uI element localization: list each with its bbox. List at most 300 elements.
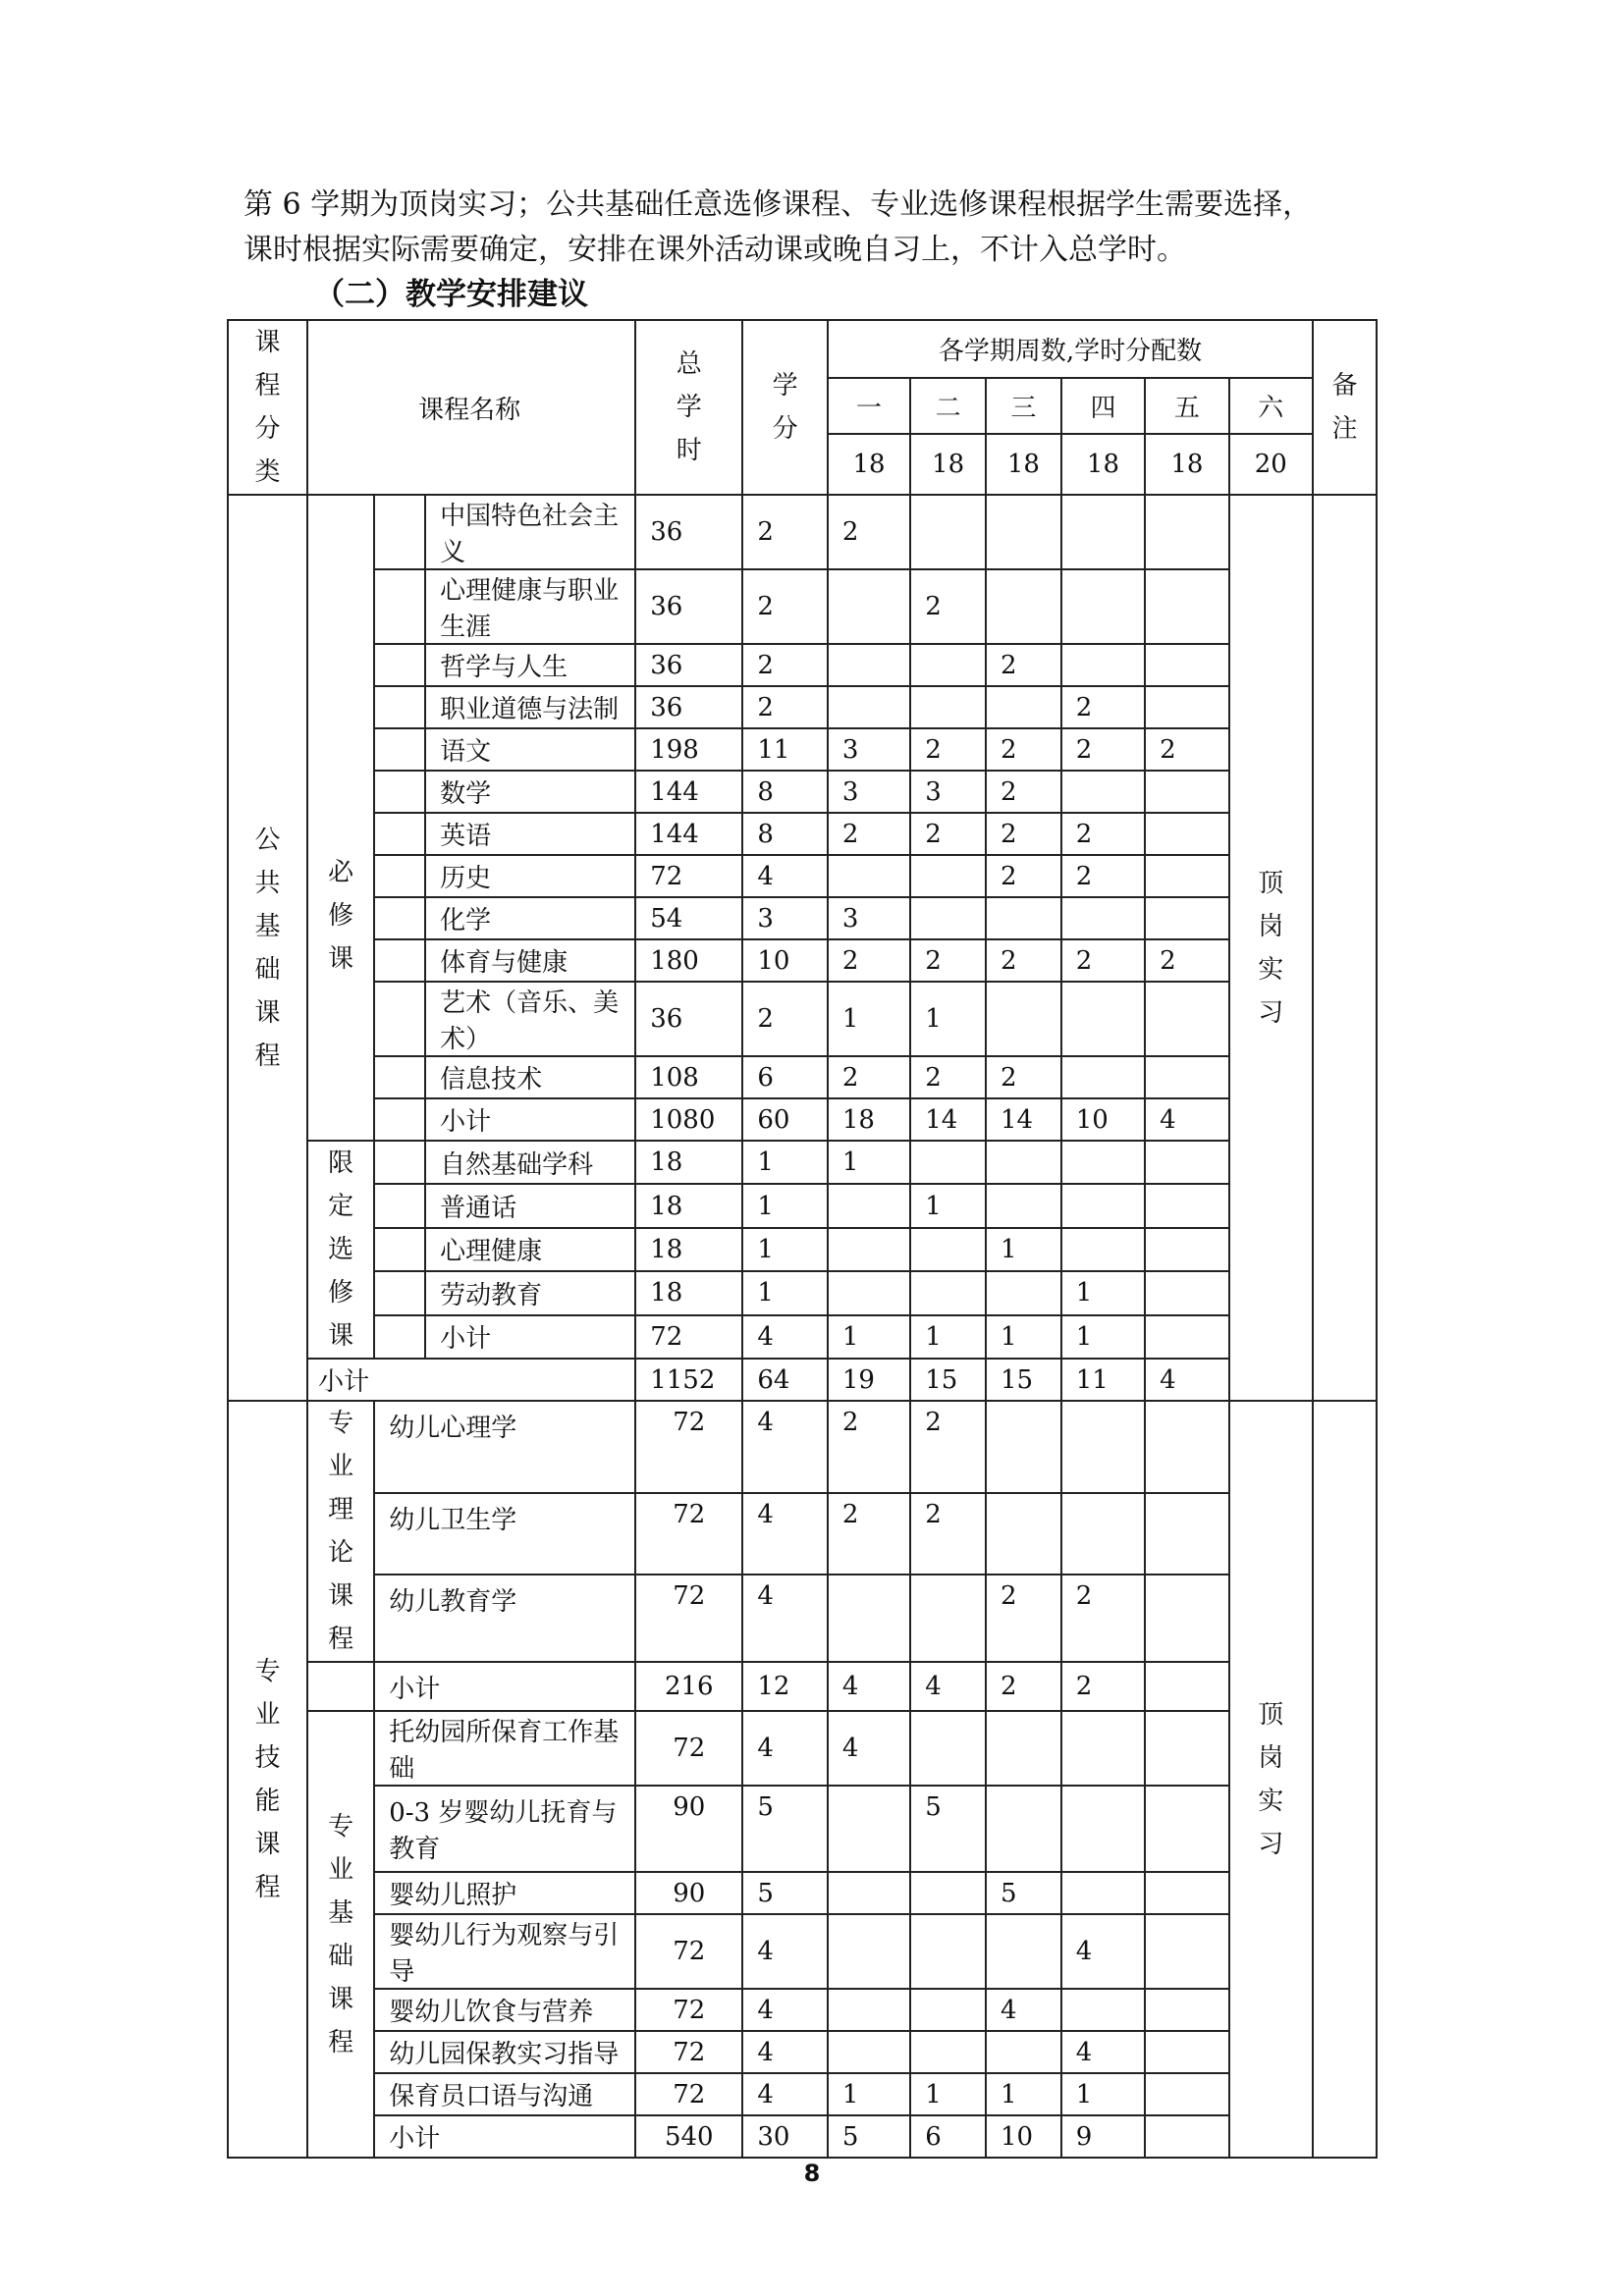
course-name: 小计	[374, 2115, 635, 2158]
subcategory-basic	[307, 1711, 374, 2158]
header-weeks-6: 20	[1229, 434, 1313, 495]
semester-4-hours: 1	[1061, 1271, 1145, 1314]
total-hours: 72	[635, 1401, 742, 1493]
semester-1-hours: 18	[828, 1098, 910, 1141]
total-hours: 216	[635, 1662, 742, 1711]
table-row	[228, 1662, 1377, 1711]
table-row	[228, 897, 1377, 939]
credits: 5	[742, 1786, 828, 1872]
credits: 4	[742, 2031, 828, 2073]
header-weeks-3: 18	[986, 434, 1061, 495]
semester-5-hours	[1145, 1184, 1228, 1227]
category-professional	[228, 1401, 307, 2158]
semester-1-hours: 19	[828, 1359, 910, 1401]
semester-3-hours	[986, 569, 1061, 644]
total-hours: 54	[635, 897, 742, 939]
total-hours: 90	[635, 1786, 742, 1872]
semester-5-hours: 4	[1145, 1098, 1228, 1141]
semester-2-hours	[910, 1228, 986, 1271]
semester-4-hours: 2	[1061, 728, 1145, 771]
course-name: 自然基础学科	[425, 1141, 635, 1184]
total-hours: 1080	[635, 1098, 742, 1141]
total-hours: 36	[635, 644, 742, 686]
header-semester-5: 五	[1145, 378, 1228, 435]
semester-3-hours	[986, 1271, 1061, 1314]
semester-2-hours	[910, 1711, 986, 1786]
table-row	[228, 644, 1377, 686]
semester-3-hours	[986, 982, 1061, 1056]
semester-1-hours	[828, 686, 910, 728]
section-title: （二）教学安排建议	[314, 277, 588, 312]
semester-3-hours	[986, 1914, 1061, 1989]
total-hours: 144	[635, 813, 742, 855]
semester-1-hours: 1	[828, 2073, 910, 2115]
semester-3-hours: 1	[986, 1315, 1061, 1359]
table-row	[228, 1872, 1377, 1914]
subcategory-basic-text: 专业基础课程	[328, 1811, 354, 2057]
semester-4-hours: 2	[1061, 1662, 1145, 1711]
semester-4-hours: 1	[1061, 1315, 1145, 1359]
semester-5-hours: 2	[1145, 939, 1228, 982]
table-row	[228, 686, 1377, 728]
credits: 1	[742, 1141, 828, 1184]
semester-3-hours: 2	[986, 939, 1061, 982]
semester-5-hours	[1145, 1662, 1228, 1711]
semester-4-hours: 11	[1061, 1359, 1145, 1401]
course-name: 托幼园所保育工作基础	[374, 1711, 635, 1786]
intro-line-1: 第 6 学期为顶岗实习；公共基础任意选修课程、专业选修课程根据学生需要选择，	[244, 187, 1313, 222]
table-row	[228, 2115, 1377, 2158]
semester-3-hours	[986, 495, 1061, 569]
course-name: 体育与健康	[425, 939, 635, 982]
course-name: 历史	[425, 855, 635, 897]
credits: 4	[742, 1989, 828, 2031]
semester-4-hours	[1061, 771, 1145, 813]
semester-2-hours	[910, 1271, 986, 1314]
table-row	[228, 728, 1377, 771]
semester-5-hours	[1145, 495, 1228, 569]
header-remark	[1313, 320, 1377, 495]
blank-cell	[374, 686, 425, 728]
semester-4-hours: 4	[1061, 1914, 1145, 1989]
semester-2-hours: 2	[910, 1056, 986, 1098]
credits: 1	[742, 1271, 828, 1314]
semester-2-hours: 14	[910, 1098, 986, 1141]
credits: 2	[742, 686, 828, 728]
semester-4-hours: 10	[1061, 1098, 1145, 1141]
semester-6-note-professional	[1229, 1401, 1313, 2158]
table-row	[228, 1989, 1377, 2031]
total-hours: 72	[635, 1315, 742, 1359]
credits: 30	[742, 2115, 828, 2158]
semester-3-hours: 2	[986, 813, 1061, 855]
semester-1-hours	[828, 1228, 910, 1271]
semester-1-hours: 5	[828, 2115, 910, 2158]
blank-cell	[374, 1184, 425, 1227]
semester-3-hours: 5	[986, 1872, 1061, 1914]
course-name: 语文	[425, 728, 635, 771]
semester-3-hours: 1	[986, 1228, 1061, 1271]
credits: 4	[742, 2073, 828, 2115]
semester-4-hours	[1061, 644, 1145, 686]
semester-4-hours: 9	[1061, 2115, 1145, 2158]
semester-2-hours: 2	[910, 1493, 986, 1575]
semester-4-hours	[1061, 1989, 1145, 2031]
semester-3-hours	[986, 1401, 1061, 1493]
semester-2-hours: 5	[910, 1786, 986, 1872]
semester-1-hours: 2	[828, 495, 910, 569]
credits: 2	[742, 644, 828, 686]
blank-cell	[374, 1228, 425, 1271]
total-hours: 36	[635, 982, 742, 1056]
blank-cell	[374, 855, 425, 897]
semester-5-hours	[1145, 1711, 1228, 1786]
header-total-hours-text: 总学时	[676, 349, 702, 465]
semester-1-hours: 3	[828, 897, 910, 939]
credits: 64	[742, 1359, 828, 1401]
semester-1-hours	[828, 569, 910, 644]
header-weeks-1: 18	[828, 434, 910, 495]
table-row	[228, 1315, 1377, 1359]
credits: 4	[742, 1315, 828, 1359]
semester-3-hours	[986, 1493, 1061, 1575]
semester-2-hours	[910, 644, 986, 686]
credits: 2	[742, 495, 828, 569]
credits: 4	[742, 1575, 828, 1662]
semester-1-hours: 1	[828, 1315, 910, 1359]
semester-4-hours: 2	[1061, 855, 1145, 897]
semester-1-hours: 4	[828, 1711, 910, 1786]
semester-2-hours: 15	[910, 1359, 986, 1401]
semester-3-hours: 10	[986, 2115, 1061, 2158]
semester-2-hours: 1	[910, 982, 986, 1056]
total-hours: 36	[635, 686, 742, 728]
table-row	[228, 495, 1377, 569]
credits: 4	[742, 1711, 828, 1786]
intro-paragraph	[244, 183, 1392, 273]
course-name: 小计	[307, 1359, 635, 1401]
blank-cell	[374, 495, 425, 569]
semester-4-hours: 4	[1061, 2031, 1145, 2073]
header-course-name: 课程名称	[307, 320, 635, 495]
credits: 5	[742, 1872, 828, 1914]
semester-2-hours	[910, 1575, 986, 1662]
semester-2-hours: 1	[910, 2073, 986, 2115]
blank-cell	[374, 897, 425, 939]
total-hours: 72	[635, 1989, 742, 2031]
semester-1-hours: 2	[828, 1056, 910, 1098]
semester-5-hours	[1145, 771, 1228, 813]
total-hours: 72	[635, 2073, 742, 2115]
total-hours: 72	[635, 1493, 742, 1575]
header-remark-text: 备注	[1331, 371, 1358, 444]
table-row	[228, 1401, 1377, 1493]
blank-cell	[307, 1662, 374, 1711]
table-row	[228, 2031, 1377, 2073]
table-row	[228, 982, 1377, 1056]
semester-3-hours: 2	[986, 728, 1061, 771]
semester-3-hours: 2	[986, 1662, 1061, 1711]
semester-5-hours	[1145, 569, 1228, 644]
semester-2-hours: 2	[910, 1401, 986, 1493]
semester-5-hours	[1145, 1271, 1228, 1314]
course-name: 保育员口语与沟通	[374, 2073, 635, 2115]
credits: 4	[742, 1493, 828, 1575]
semester-3-hours: 15	[986, 1359, 1061, 1401]
total-hours: 108	[635, 1056, 742, 1098]
semester-2-hours: 1	[910, 1315, 986, 1359]
semester-1-hours	[828, 1914, 910, 1989]
course-name: 幼儿心理学	[374, 1401, 635, 1493]
blank-cell	[374, 1098, 425, 1141]
semester-1-hours	[828, 644, 910, 686]
semester-1-hours	[828, 1271, 910, 1314]
table-row	[228, 1493, 1377, 1575]
semester-5-hours	[1145, 686, 1228, 728]
category-public	[228, 495, 307, 1401]
intro-line-2: 课时根据实际需要确定，安排在课外活动课或晚自习上，不计入总学时。	[244, 233, 1186, 267]
credits: 4	[742, 855, 828, 897]
total-hours: 1152	[635, 1359, 742, 1401]
teaching-plan-table	[227, 319, 1378, 2159]
subcategory-theory	[307, 1401, 374, 1662]
course-name: 英语	[425, 813, 635, 855]
semester-4-hours	[1061, 982, 1145, 1056]
table-row	[228, 1711, 1377, 1786]
table-row	[228, 1359, 1377, 1401]
semester-5-hours	[1145, 1228, 1228, 1271]
table-row	[228, 1575, 1377, 1662]
table-row	[228, 1228, 1377, 1271]
header-semester-1: 一	[828, 378, 910, 435]
table-row	[228, 813, 1377, 855]
category-public-text: 公共基础课程	[254, 825, 281, 1071]
total-hours: 144	[635, 771, 742, 813]
semester-1-hours	[828, 1872, 910, 1914]
semester-4-hours: 1	[1061, 2073, 1145, 2115]
semester-1-hours	[828, 1575, 910, 1662]
semester-5-hours	[1145, 1786, 1228, 1872]
semester-3-hours	[986, 1184, 1061, 1227]
blank-cell	[374, 1315, 425, 1359]
semester-2-hours: 6	[910, 2115, 986, 2158]
semester-3-hours	[986, 1711, 1061, 1786]
subcategory-elective	[307, 1141, 374, 1359]
semester-5-hours	[1145, 1575, 1228, 1662]
semester-2-hours: 2	[910, 728, 986, 771]
semester-6-note-public-text: 顶岗实习	[1258, 868, 1284, 1028]
semester-4-hours	[1061, 897, 1145, 939]
remark-professional	[1313, 1401, 1377, 2158]
header-semester-3: 三	[986, 378, 1061, 435]
header-total-hours	[635, 320, 742, 495]
semester-1-hours	[828, 2031, 910, 2073]
semester-3-hours: 2	[986, 1056, 1061, 1098]
semester-2-hours	[910, 495, 986, 569]
total-hours: 72	[635, 1914, 742, 1989]
course-name: 婴幼儿饮食与营养	[374, 1989, 635, 2031]
header-semester-6: 六	[1229, 378, 1313, 435]
credits: 3	[742, 897, 828, 939]
course-name: 数学	[425, 771, 635, 813]
semester-3-hours	[986, 1786, 1061, 1872]
header-semester-group: 各学期周数,学时分配数	[828, 320, 1313, 378]
semester-5-hours	[1145, 2031, 1228, 2073]
total-hours: 72	[635, 1711, 742, 1786]
semester-2-hours	[910, 1914, 986, 1989]
semester-4-hours	[1061, 569, 1145, 644]
semester-3-hours: 4	[986, 1989, 1061, 2031]
page-number: 8	[803, 2160, 821, 2187]
semester-3-hours: 1	[986, 2073, 1061, 2115]
course-name: 婴幼儿照护	[374, 1872, 635, 1914]
credits: 11	[742, 728, 828, 771]
course-name: 职业道德与法制	[425, 686, 635, 728]
total-hours: 72	[635, 1575, 742, 1662]
credits: 60	[742, 1098, 828, 1141]
credits: 8	[742, 813, 828, 855]
table-row	[228, 1098, 1377, 1141]
total-hours: 90	[635, 1872, 742, 1914]
course-name: 信息技术	[425, 1056, 635, 1098]
semester-1-hours: 1	[828, 1141, 910, 1184]
total-hours: 72	[635, 855, 742, 897]
course-name: 艺术（音乐、美术）	[425, 982, 635, 1056]
blank-cell	[374, 644, 425, 686]
course-name: 心理健康	[425, 1228, 635, 1271]
semester-1-hours	[828, 1786, 910, 1872]
course-name: 0-3 岁婴幼儿抚育与教育	[374, 1786, 635, 1872]
total-hours: 18	[635, 1184, 742, 1227]
semester-4-hours: 2	[1061, 939, 1145, 982]
semester-1-hours: 3	[828, 771, 910, 813]
semester-5-hours	[1145, 1872, 1228, 1914]
course-name: 小计	[425, 1315, 635, 1359]
category-professional-text: 专业技能课程	[254, 1656, 281, 1902]
semester-5-hours	[1145, 2073, 1228, 2115]
subcategory-required	[307, 495, 374, 1141]
semester-5-hours	[1145, 855, 1228, 897]
credits: 4	[742, 1914, 828, 1989]
semester-6-note-professional-text: 顶岗实习	[1258, 1699, 1284, 1859]
semester-5-hours	[1145, 1056, 1228, 1098]
table-row	[228, 2073, 1377, 2115]
semester-5-hours: 4	[1145, 1359, 1228, 1401]
course-name: 婴幼儿行为观察与引导	[374, 1914, 635, 1989]
semester-1-hours: 2	[828, 939, 910, 982]
course-name: 劳动教育	[425, 1271, 635, 1314]
total-hours: 36	[635, 495, 742, 569]
subcategory-theory-text: 专业理论课程	[328, 1409, 354, 1654]
semester-3-hours: 2	[986, 644, 1061, 686]
semester-1-hours: 2	[828, 1493, 910, 1575]
semester-1-hours: 2	[828, 813, 910, 855]
table-row	[228, 855, 1377, 897]
total-hours: 18	[635, 1271, 742, 1314]
course-name: 幼儿园保教实习指导	[374, 2031, 635, 2073]
credits: 2	[742, 569, 828, 644]
course-name: 小计	[425, 1098, 635, 1141]
blank-cell	[374, 771, 425, 813]
course-name: 化学	[425, 897, 635, 939]
semester-3-hours: 14	[986, 1098, 1061, 1141]
semester-3-hours: 2	[986, 855, 1061, 897]
course-name: 幼儿教育学	[374, 1575, 635, 1662]
table-row	[228, 1141, 1377, 1184]
header-semester-4: 四	[1061, 378, 1145, 435]
total-hours: 198	[635, 728, 742, 771]
credits: 2	[742, 982, 828, 1056]
blank-cell	[374, 569, 425, 644]
subcategory-elective-text: 限定选修课	[328, 1148, 354, 1351]
semester-2-hours: 4	[910, 1662, 986, 1711]
table-row	[228, 1914, 1377, 1989]
subcategory-required-text: 必修课	[328, 858, 354, 974]
header-category	[228, 320, 307, 495]
semester-6-note-public	[1229, 495, 1313, 1401]
semester-1-hours: 4	[828, 1662, 910, 1711]
semester-2-hours	[910, 1141, 986, 1184]
blank-cell	[374, 1141, 425, 1184]
semester-4-hours: 2	[1061, 813, 1145, 855]
semester-1-hours: 1	[828, 982, 910, 1056]
semester-5-hours	[1145, 1141, 1228, 1184]
semester-4-hours	[1061, 1056, 1145, 1098]
semester-2-hours	[910, 1872, 986, 1914]
semester-5-hours	[1145, 982, 1228, 1056]
semester-3-hours: 2	[986, 1575, 1061, 1662]
course-name: 哲学与人生	[425, 644, 635, 686]
total-hours: 180	[635, 939, 742, 982]
table-row	[228, 1786, 1377, 1872]
semester-5-hours	[1145, 644, 1228, 686]
total-hours: 36	[635, 569, 742, 644]
blank-cell	[374, 728, 425, 771]
header-category-text: 课程分类	[254, 328, 281, 487]
credits: 1	[742, 1228, 828, 1271]
semester-2-hours	[910, 897, 986, 939]
total-hours: 18	[635, 1141, 742, 1184]
semester-2-hours	[910, 855, 986, 897]
header-weeks-5: 18	[1145, 434, 1228, 495]
total-hours: 540	[635, 2115, 742, 2158]
semester-1-hours	[828, 1184, 910, 1227]
semester-2-hours: 1	[910, 1184, 986, 1227]
table-row	[228, 939, 1377, 982]
semester-2-hours	[910, 1989, 986, 2031]
semester-1-hours	[828, 1989, 910, 2031]
blank-cell	[374, 982, 425, 1056]
semester-5-hours	[1145, 2115, 1228, 2158]
semester-3-hours	[986, 897, 1061, 939]
semester-2-hours: 2	[910, 813, 986, 855]
header-credits-text: 学分	[772, 371, 798, 444]
semester-4-hours	[1061, 1401, 1145, 1493]
semester-4-hours	[1061, 1493, 1145, 1575]
semester-5-hours	[1145, 1989, 1228, 2031]
total-hours: 72	[635, 2031, 742, 2073]
table-row	[228, 569, 1377, 644]
credits: 12	[742, 1662, 828, 1711]
semester-2-hours: 2	[910, 569, 986, 644]
semester-5-hours	[1145, 1493, 1228, 1575]
semester-5-hours	[1145, 1401, 1228, 1493]
semester-2-hours: 2	[910, 939, 986, 982]
semester-4-hours	[1061, 1711, 1145, 1786]
semester-5-hours	[1145, 1914, 1228, 1989]
credits: 6	[742, 1056, 828, 1098]
header-weeks-2: 18	[910, 434, 986, 495]
